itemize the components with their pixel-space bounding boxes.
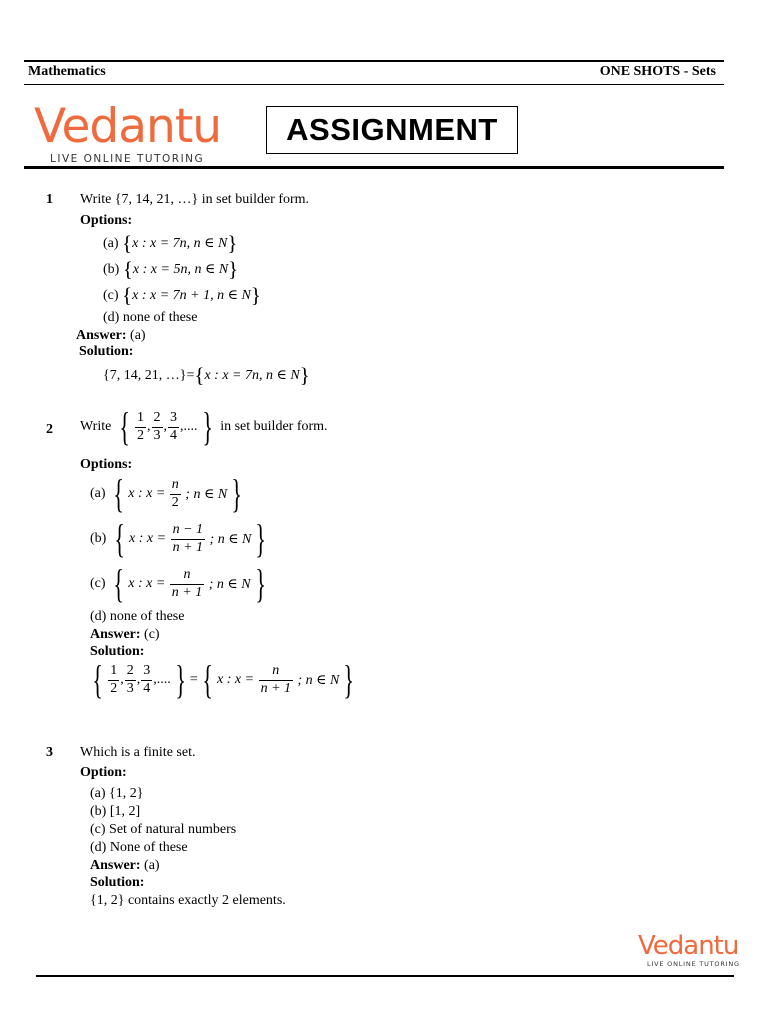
q1-question: Write {7, 14, 21, …} in set builder form. (80, 192, 310, 207)
logo-tagline: LIVE ONLINE TUTORING (50, 153, 205, 165)
q1-option-d: (d) none of these (103, 310, 198, 325)
top-rule (24, 60, 724, 62)
subject-label: Mathematics (28, 64, 106, 79)
q2-option-a: (a) { x : x = $\frac{n}{2}$ ; n ∈ N } (90, 471, 243, 516)
footer-logo-tagline: LIVE ONLINE TUTORING (647, 960, 740, 968)
q3-solution-label: Solution: (90, 875, 145, 890)
header-rule (24, 84, 724, 85)
q2-number: 2 (46, 422, 53, 437)
q1-option-c: (c) { x : x = 7n + 1, n ∈ N } (103, 283, 261, 307)
title-rule (24, 166, 724, 169)
assignment-title: ASSIGNMENT (286, 112, 498, 147)
q3-number: 3 (46, 745, 53, 760)
q3-answer: Answer: (a) (90, 858, 160, 873)
q1-option-b: (b) { x : x = 5n, n ∈ N } (103, 257, 239, 281)
q2-options-label: Options: (80, 457, 133, 472)
q1-solution: {7, 14, 21, …}= { x : x = 7n, n ∈ N } (103, 363, 310, 387)
footer-vedantu-logo: Vedantu (638, 931, 739, 961)
q2-option-b: (b) { x : x = $\frac{n - 1}{n + 1}$ ; n ∈ N } (90, 516, 267, 561)
q3-option-a: (a) {1, 2} (90, 786, 144, 801)
footer-rule (36, 975, 734, 977)
q2-question: Write { $\frac{1}{2}$ , $\frac{2}{3}$ , $\frac{3}{4}$ ,.... } in set builder form. (80, 404, 328, 449)
assignment-title-box (266, 106, 518, 154)
q2-option-d: (d) none of these (90, 609, 185, 624)
q2-solution: { $\frac{1}{2}$ , $\frac{2}{3}$ , $\frac{3}{4}$ ,.... } = { x : x = $\frac{n}{n + 1}$ ; n ∈ N } (92, 657, 355, 702)
q3-option-b: (b) [1, 2] (90, 804, 141, 819)
q3-solution: {1, 2} contains exactly 2 elements. (90, 893, 286, 908)
q2-solution-label: Solution: (90, 644, 145, 659)
q1-solution-label: Solution: (79, 344, 134, 359)
q1-option-a: (a) { x : x = 7n, n ∈ N } (103, 231, 238, 255)
q3-option-label: Option: (80, 765, 127, 780)
q1-options-label: Options: (80, 213, 133, 228)
q3-option-d: (d) None of these (90, 840, 188, 855)
q1-answer: Answer: (a) (76, 328, 146, 343)
q3-question: Which is a finite set. (80, 745, 196, 760)
topic-label: ONE SHOTS - Sets (599, 64, 716, 79)
q2-answer: Answer: (c) (90, 627, 160, 642)
q3-option-c: (c) Set of natural numbers (90, 822, 237, 837)
vedantu-logo: Vedantu (34, 99, 222, 154)
q2-option-c: (c) { x : x = $\frac{n}{n + 1}$ ; n ∈ N } (90, 561, 266, 606)
q1-number: 1 (46, 192, 53, 207)
